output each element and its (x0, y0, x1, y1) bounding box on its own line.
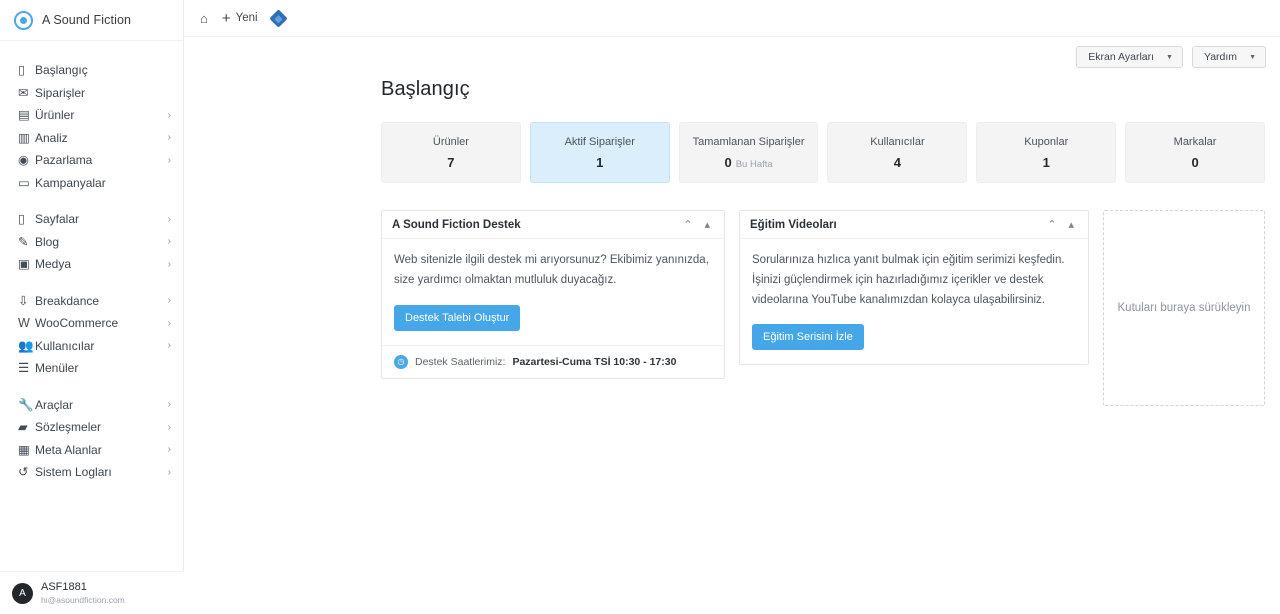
chevron-right-icon: › (167, 258, 171, 270)
new-item-button[interactable] (222, 11, 258, 26)
training-widget-text: Sorularınıza hızlıca yanıt bulmak için eğitim serimizi keşfedin. İşinizi güçlendirmek için hazırladığımız içerikler ve destek videolarına YouTube kanalımızdan kolayca ulaşabilirsiniz. (752, 254, 1065, 306)
home-icon[interactable]: ⌂ (200, 10, 208, 26)
chevron-right-icon: › (167, 236, 171, 248)
sidebar-item-label: Medya (35, 257, 72, 272)
stat-label: Tamamlanan Siparişler (692, 135, 805, 148)
sidebar-item-label: Araçlar (35, 397, 74, 412)
chevron-right-icon: › (167, 466, 171, 478)
sidebar-item-label: Kampanyalar (35, 175, 106, 190)
system-logs-icon: ↺ (18, 465, 29, 479)
chevron-right-icon: › (167, 132, 171, 144)
media-icon: ▣ (18, 257, 30, 271)
screen-options-bar (184, 37, 1280, 68)
stat-value: 7 (447, 154, 455, 170)
sidebar-group-plugins (0, 284, 183, 386)
chevron-right-icon: › (167, 399, 171, 411)
chevron-right-icon: › (167, 213, 171, 225)
chevron-right-icon: › (167, 340, 171, 352)
campaigns-icon: ▭ (18, 175, 30, 190)
chevron-up-icon[interactable]: ⌃ (1047, 219, 1057, 231)
training-widget-body (740, 239, 1088, 364)
create-support-request-button[interactable]: Destek Talebi Oluştur (394, 305, 520, 331)
sidebar (0, 0, 184, 614)
support-widget-header (382, 211, 724, 239)
sidebar-item-urunler[interactable] (0, 104, 183, 127)
chevron-up-icon[interactable]: ⌃ (683, 219, 693, 231)
support-hours-footer (382, 345, 724, 378)
screen-settings-label: Ekran Ayarları (1088, 51, 1155, 63)
sidebar-item-label: WooCommerce (35, 316, 119, 331)
stat-label: Aktif Siparişler (564, 135, 635, 148)
chevron-right-icon: › (167, 295, 171, 307)
stat-card-row (184, 101, 1280, 183)
sidebar-item-label: Kullanıcılar (35, 338, 95, 353)
marketing-icon: ◉ (18, 153, 29, 167)
chevron-down-icon: ▼ (1249, 53, 1256, 61)
chevron-right-icon: › (167, 109, 171, 121)
tools-icon: 🔧 (18, 397, 34, 412)
support-widget-body (382, 239, 724, 345)
brand-header[interactable] (0, 0, 183, 41)
sidebar-item-label: Başlangıç (35, 63, 88, 78)
sidebar-item-label: Blog (35, 234, 60, 249)
sidebar-item-araclar[interactable] (0, 394, 183, 417)
stat-card-aktif-siparisler[interactable] (530, 122, 670, 183)
help-label: Yardım (1203, 51, 1238, 63)
sidebar-item-blog[interactable] (0, 231, 183, 254)
sidebar-item-baslangic[interactable] (0, 59, 183, 82)
users-icon: 👥 (18, 338, 34, 353)
circle-logo-icon (14, 11, 33, 30)
stat-card-urunler[interactable] (381, 122, 521, 183)
sidebar-item-meta-alanlar[interactable] (0, 439, 183, 462)
stat-card-kullanicilar[interactable] (827, 122, 967, 183)
sidebar-item-label: Ürünler (35, 108, 75, 123)
sidebar-item-sozlesmeler[interactable] (0, 416, 183, 439)
account-name: ASF1881 (41, 580, 87, 593)
stat-value: 1 (596, 154, 604, 170)
dashboard-widgets (184, 183, 1280, 406)
sidebar-item-analiz[interactable] (0, 127, 183, 150)
stat-card-markalar[interactable] (1125, 122, 1265, 183)
sidebar-item-label: Sözleşmeler (35, 420, 102, 435)
stat-value: 4 (893, 154, 902, 170)
stat-value: 1 (1042, 154, 1050, 170)
sidebar-item-label: Breakdance (35, 293, 100, 308)
stat-number: 0 (724, 154, 732, 170)
watch-training-series-button[interactable]: Eğitim Serisini İzle (752, 324, 864, 350)
diamond-app-icon[interactable] (269, 9, 287, 27)
stat-subtext: Bu Hafta (735, 158, 773, 170)
stat-label: Ürünler (432, 135, 469, 148)
admin-toolbar (184, 0, 1280, 37)
plus-icon: + (221, 9, 231, 27)
new-item-label: Yeni (235, 12, 258, 24)
training-videos-widget (739, 210, 1089, 365)
chevron-right-icon: › (167, 317, 171, 329)
main-content (184, 0, 1280, 614)
sidebar-group-content (0, 202, 183, 282)
sidebar-group-main (0, 53, 183, 200)
stat-card-kuponlar[interactable] (976, 122, 1116, 183)
pages-icon: ▯ (18, 212, 25, 226)
sidebar-item-siparisler[interactable] (0, 82, 183, 105)
chevron-right-icon: › (167, 154, 171, 166)
sidebar-item-label: Sistem Logları (35, 465, 112, 480)
account-footer[interactable] (0, 571, 184, 614)
stat-value (724, 155, 772, 170)
sidebar-item-label: Pazarlama (35, 153, 93, 168)
contracts-icon: ▰ (18, 420, 28, 434)
sidebar-item-kampanyalar[interactable] (0, 172, 183, 195)
dropzone-label: Kutuları buraya sürükleyin (1117, 302, 1251, 314)
sidebar-item-kullanicilar[interactable] (0, 335, 183, 358)
chevron-down-icon: ▼ (1166, 53, 1173, 61)
stat-card-tamamlanan-siparisler[interactable] (679, 122, 819, 183)
sidebar-item-menuler[interactable] (0, 357, 183, 380)
widget-dropzone[interactable] (1103, 210, 1265, 406)
meta-fields-icon: ▦ (18, 442, 30, 457)
sidebar-item-label: Meta Alanlar (35, 442, 102, 457)
products-icon: ▤ (18, 108, 30, 122)
stat-label: Markalar (1173, 135, 1217, 148)
sidebar-item-breakdance[interactable] (0, 290, 183, 313)
help-button[interactable] (1192, 46, 1266, 68)
woocommerce-icon: W (18, 316, 30, 330)
sidebar-item-pazarlama[interactable] (0, 149, 183, 172)
sidebar-nav (0, 41, 183, 490)
blog-icon: ✎ (18, 234, 29, 249)
breakdance-icon: ⇩ (18, 293, 29, 308)
sidebar-item-sistem-loglari[interactable] (0, 461, 183, 484)
dashboard-icon: ▯ (18, 63, 25, 77)
triangle-up-icon[interactable]: ▴ (1068, 219, 1074, 231)
avatar: A (12, 583, 33, 604)
sidebar-item-medya[interactable] (0, 253, 183, 276)
support-hours-label: Destek Saatlerimiz: (415, 355, 506, 368)
support-hours-value: Pazartesi-Cuma TSİ 10:30 - 17:30 (512, 355, 677, 368)
sidebar-item-label: Analiz (35, 130, 68, 145)
sidebar-item-woocommerce[interactable] (0, 312, 183, 335)
support-widget-title: A Sound Fiction Destek (392, 218, 521, 231)
screen-settings-button[interactable] (1076, 46, 1183, 68)
orders-icon: ✉ (18, 85, 29, 100)
triangle-up-icon[interactable]: ▴ (704, 219, 710, 231)
training-widget-title: Eğitim Videoları (750, 218, 837, 231)
stat-label: Kullanıcılar (870, 135, 925, 148)
sidebar-item-label: Menüler (35, 361, 79, 376)
stat-value: 0 (1191, 154, 1199, 170)
brand-name: A Sound Fiction (42, 13, 132, 27)
page-title: Başlangıç (381, 78, 470, 100)
account-details (41, 581, 125, 605)
training-widget-header (740, 211, 1088, 239)
sidebar-item-sayfalar[interactable] (0, 208, 183, 231)
chevron-right-icon: › (167, 421, 171, 433)
account-email: hi@asoundfiction.com (41, 594, 125, 605)
sidebar-group-system (0, 388, 183, 490)
chevron-right-icon: › (167, 444, 171, 456)
sidebar-item-label: Sayfalar (35, 212, 80, 227)
clock-icon: ◷ (394, 355, 408, 369)
support-widget (381, 210, 725, 379)
analytics-icon: ▥ (18, 130, 30, 145)
support-widget-text: Web sitenizle ilgili destek mi arıyorsunuz? Ekibimiz yanınızda, size yardımcı olmaktan mutluluk duyacağız. (394, 254, 709, 286)
sidebar-item-label: Siparişler (35, 85, 86, 100)
menus-icon: ☰ (18, 361, 30, 375)
stat-label: Kuponlar (1024, 135, 1069, 148)
